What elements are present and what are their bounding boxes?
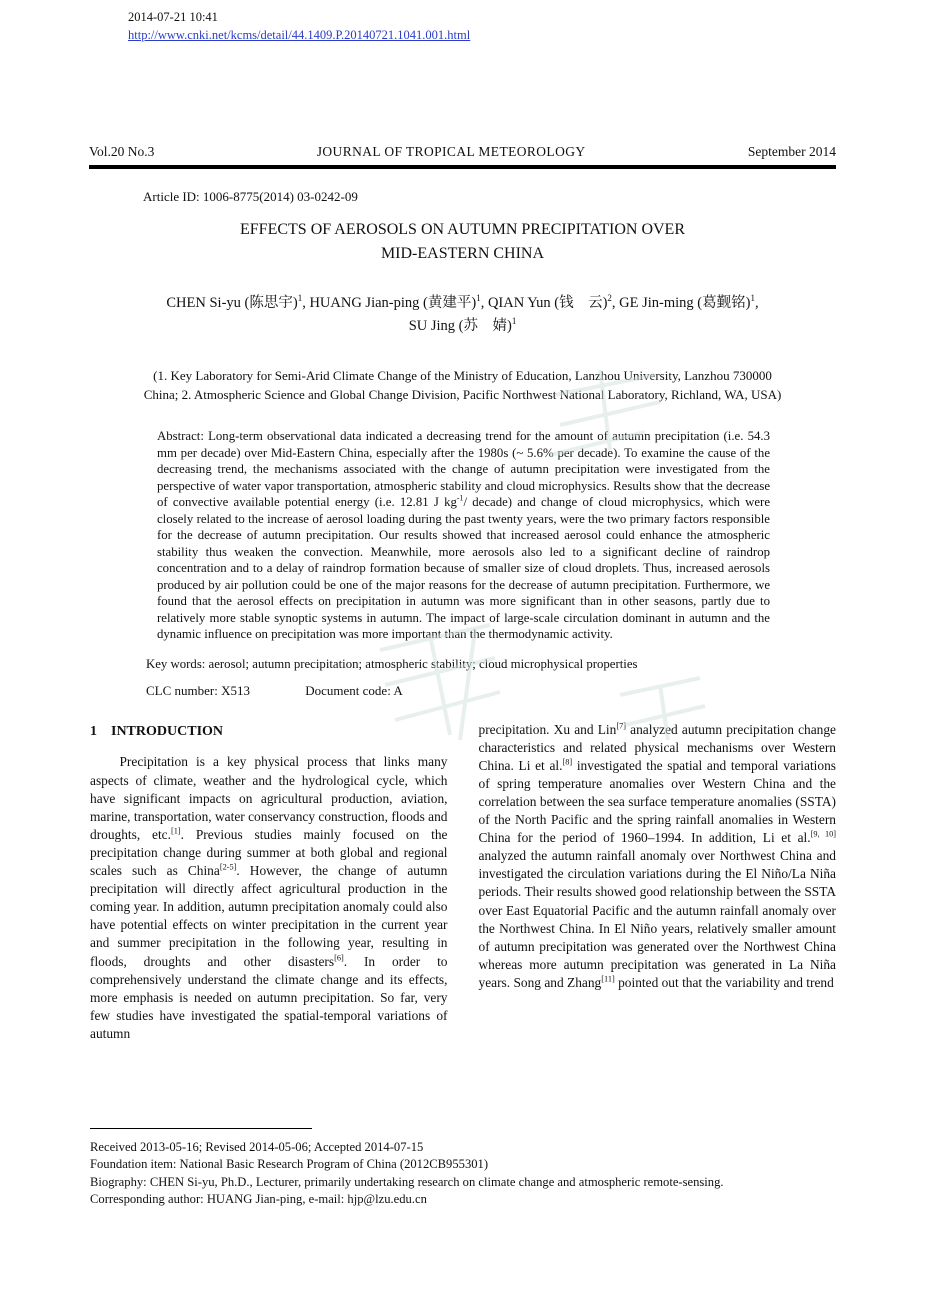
article-title-line: EFFECTS OF AEROSOLS ON AUTUMN PRECIPITATION OVER — [240, 221, 685, 239]
affiliations: (1. Key Laboratory for Semi-Arid Climate Change of the Ministry of Education, Lanzhou University, Lanzhou 730000 China; 2. Atmospheric Science and Global Change Division, Pacific Northwest National Laboratory, Richland, WA, USA) — [143, 368, 782, 402]
journal-header — [89, 144, 836, 160]
body-paragraph: Precipitation is a key physical process that links many aspects of climate, weather and the hydrological cycle, which have significant impacts on agricultural production, aviation, marine, transportation, water conservancy construction, floods and droughts, etc.[1]. Previous studies mainly focused on the precipitation change during summer at both global and regional scales such as China[2-5]. However, the change of autumn precipitation will directly affect agricultural production in the coming year. In addition, autumn precipitation anomaly could also have potential effects on winter precipitation in the current year and summer precipitation in the following year, resulting in floods, droughts and other disasters[6]. In order to comprehensively understand the climate change and its effects, more emphasis is needed on autumn precipitation. So far, very few studies have investigated the spatial-temporal variations of autumn — [90, 754, 448, 1041]
volume-issue: Vol.20 No.3 — [89, 144, 155, 160]
biography-line: Biography: CHEN Si-yu, Ph.D., Lecturer, primarily undertaking research on climate change and atmospheric remote-sensing. — [90, 1174, 724, 1189]
capture-meta — [0, 0, 925, 44]
keywords-line: Key words: aerosol; autumn precipitation; atmospheric stability; cloud microphysical properties — [146, 656, 638, 671]
left-column — [90, 721, 448, 1043]
right-column — [479, 721, 837, 1043]
authors-line-1: CHEN Si-yu (陈思宇)$^1$, HUANG Jian-ping (黄建平)$^1$, QIAN Yun (钱 云)$^2$, GE Jin-ming (葛觐铭)$^1$, — [166, 293, 759, 312]
abstract-paragraph: Abstract: Long-term observational data indicated a decreasing trend for the amount of autumn precipitation (i.e. 54.3 mm per decade) over Mid-Eastern China, especially after the 1980s (~ 5.6% per decade). To examine the cause of the decreasing trend, the mechanisms associated with the change of autumn precipitation were investigated from the perspective of water vapor transportation, atmospheric stability and cloud microphysics. Results show that the decrease of convective available potential energy (i.e. 12.81 J $kg^{-1}/$ decade) and change of cloud microphysics, which were closely related to the increase of aerosol loading during the past twenty years, were the two primary factors responsible for the decrease of autumn precipitation. Our results showed that increased aerosol could enhance the atmospheric stability thus weaken the convection. Meanwhile, more aerosols also led to a significant decline of raindrop concentration and to a delay of raindrop formation because of smaller size of cloud droplets. Thus, increased aerosols produced by air pollution could be one of the major reasons for the decrease of autumn precipitation. Furthermore, we found that the aerosol effects on precipitation in autumn was more significant than in other seasons, partly due to relatively more stable synoptic systems in autumn. The impact of large-scale circulation dominant in autumn and the dynamic influence on precipitation was more important than the thermodynamic activity. — [157, 429, 770, 642]
received-line: Received 2013-05-16; Revised 2014-05-06; Accepted 2014-07-15 — [90, 1140, 424, 1154]
article-title — [0, 218, 925, 266]
body-paragraph: precipitation. Xu and Lin[7] analyzed autumn precipitation change characteristics and related physical mechanisms over Western China. Li et al.[8] investigated the spatial and temporal variations of spring temperature anomalies over Western China and the correlation between the sea surface temperature anomalies (SSTA) of the North Pacific and the spring rainfall anomalies in Western China for the period of 1960–1994. In addition, Li et al.[9, 10] analyzed the autumn rainfall anomaly over Northwest China and investigated the circulation variations during the El Niño/La Niña periods. Their results showed good relationship between the SSTA over East Equatorial Pacific and the autumn rainfall anomaly over the Northwest China. In El Niño years, relatively smaller amount of autumn precipitation was generated over the Northwest China whereas more autumn precipitation was generated in La Niña years. Song and Zhang[11] pointed out that the variability and trend — [478, 721, 837, 990]
body-columns — [90, 721, 836, 1043]
article-id: Article ID: 1006-8775(2014) 03-0242-09 — [143, 189, 358, 205]
footnote-rule — [90, 1128, 312, 1129]
source-url-link[interactable]: http://www.cnki.net/kcms/detail/44.1409.P.20140721.1041.001.html — [128, 28, 471, 43]
footnotes — [90, 1139, 836, 1209]
timestamp: 2014-07-21 10:41 — [128, 10, 218, 24]
issue-date: September 2014 — [747, 144, 836, 160]
journal-title: JOURNAL OF TROPICAL METEOROLOGY — [316, 144, 586, 160]
article-title-line: MID-EASTERN CHINA — [380, 245, 545, 263]
foundation-item-line: Foundation item: National Basic Research Program of China (2012CB955301) — [90, 1157, 489, 1172]
document-code: Document code: A — [305, 682, 403, 698]
authors-line-2: SU Jing (苏 婧)$^1$ — [408, 315, 517, 334]
section-heading-introduction: 1 INTRODUCTION — [90, 723, 224, 739]
corresponding-author-line: Corresponding author: HUANG Jian-ping, e-mail: hjp@lzu.edu.cn — [90, 1192, 427, 1207]
clc-line — [146, 683, 925, 699]
footer-area — [90, 1128, 836, 1209]
clc-number: CLC number: X513 — [146, 682, 250, 698]
header-double-rule — [89, 165, 836, 169]
